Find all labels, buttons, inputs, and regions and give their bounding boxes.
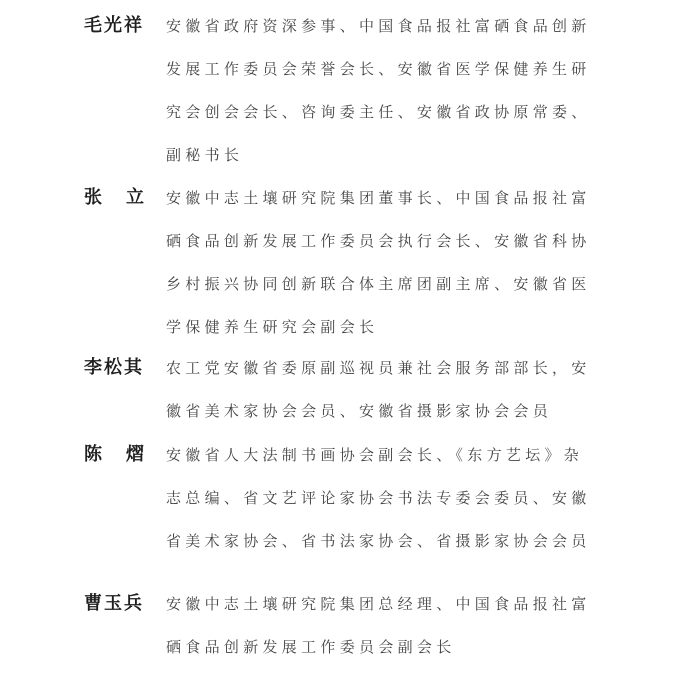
member-name-char: 立 (126, 187, 144, 208)
member-name: 毛光祥 (84, 15, 144, 36)
description-line: 志总编、省文艺评论家协会书法专委会委员、安徽 (166, 489, 591, 507)
member-name-char: 陈 (84, 444, 102, 465)
description-line: 农工党安徽省委原副巡视员兼社会服务部部长，安 (166, 359, 591, 377)
member-name-char: 熠 (126, 444, 144, 465)
member-name (84, 441, 144, 469)
member-name: 曹玉兵 (84, 593, 144, 614)
member-name (84, 184, 144, 212)
description-line: 究会创会会长、咨询委主任、安徽省政协原常委、 (166, 103, 591, 121)
description-line: 安徽中志土壤研究院集团总经理、中国食品报社富 (166, 595, 591, 613)
member-description (166, 184, 606, 356)
description-line: 硒食品创新发展工作委员会执行会长、安徽省科协 (166, 232, 591, 250)
description-line: 学保健养生研究会副会长 (166, 318, 379, 336)
description-line: 安徽中志土壤研究院集团董事长、中国食品报社富 (166, 189, 591, 207)
member-name: 李松其 (84, 357, 144, 378)
description-line: 安徽省政府资深参事、中国食品报社富硒食品创新 (166, 17, 591, 35)
description-line: 副秘书长 (166, 146, 244, 164)
description-line: 乡村振兴协同创新联合体主席团副主席、安徽省医 (166, 275, 591, 293)
description-line: 安徽省人大法制书画协会副会长、《东方艺坛》杂 (166, 446, 584, 464)
member-description (166, 441, 606, 570)
description-line: 硒食品创新发展工作委员会副会长 (166, 638, 456, 656)
description-line: 发展工作委员会荣誉会长、安徽省医学保健养生研 (166, 60, 591, 78)
description-line: 徽省美术家协会会员、安徽省摄影家协会会员 (166, 402, 553, 420)
member-description (166, 590, 606, 676)
member-description (166, 354, 606, 440)
member-name-char: 张 (84, 187, 102, 208)
member-description (166, 12, 606, 184)
description-line: 省美术家协会、省书法家协会、省摄影家协会会员 (166, 532, 591, 550)
